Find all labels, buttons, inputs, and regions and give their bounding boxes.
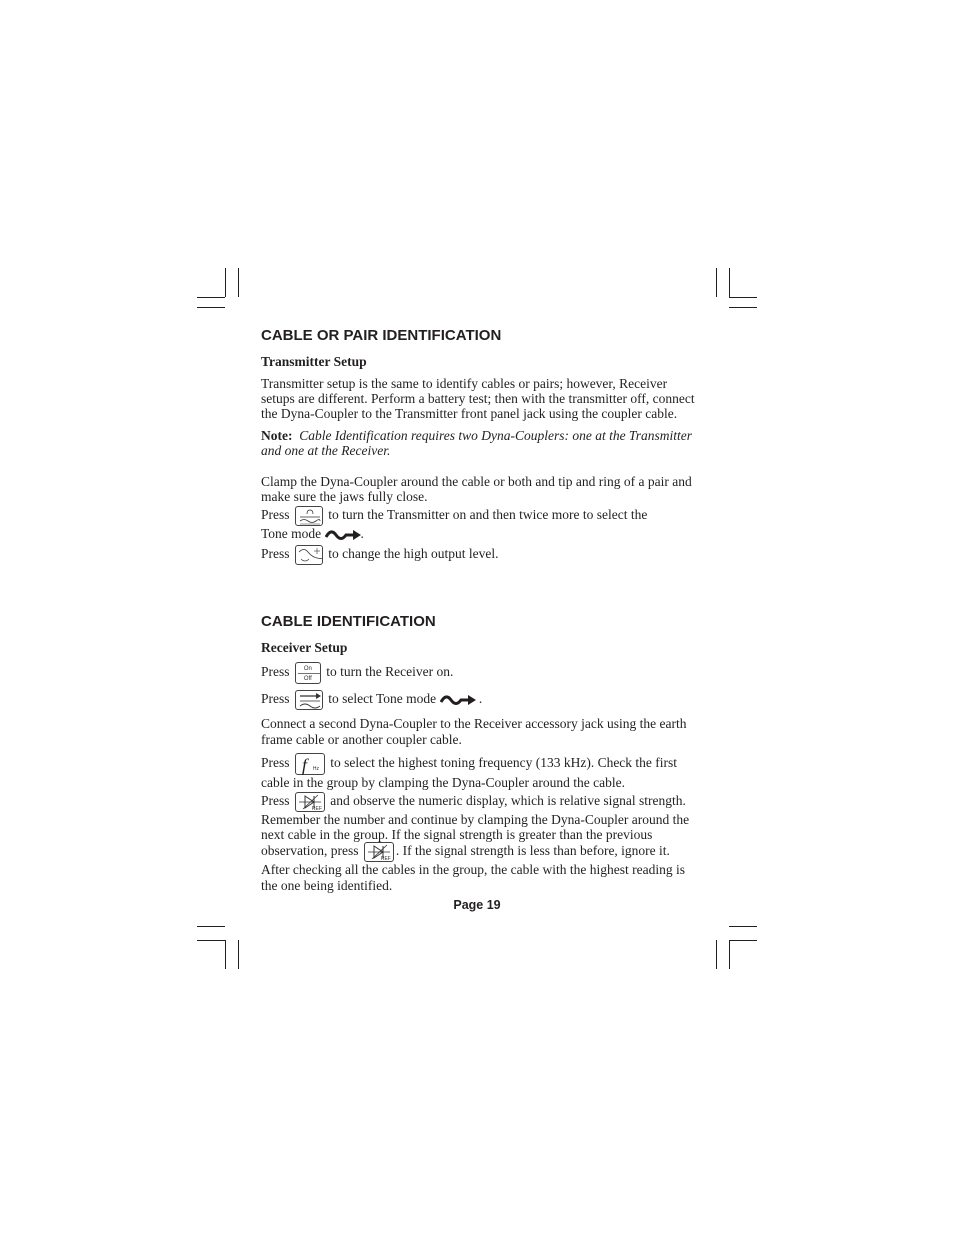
crop-mark (729, 940, 730, 969)
note-text: Cable Identification requires two Dyna-Couplers: one at the Transmitter and one at the Receiver. (261, 427, 692, 458)
crop-mark (238, 940, 239, 969)
page-number: Page 19 (453, 898, 501, 912)
note (261, 428, 701, 458)
crop-mark (729, 926, 757, 927)
instruction-press-tone-mode: Press to select Tone mode . (261, 690, 701, 710)
reference-icon: REF (364, 842, 394, 862)
mode-select-icon (295, 506, 323, 526)
crop-mark (225, 268, 226, 297)
crop-mark (197, 940, 225, 941)
crop-mark (197, 297, 225, 298)
crop-mark (729, 307, 757, 308)
tone-mode-icon (440, 692, 476, 708)
reference-icon: REF (295, 792, 325, 812)
instruction-press-on: Press On Off to turn the Receiver on. (261, 662, 701, 684)
instruction-press-mode: Press to turn the Transmitter on and then twice more to select the Tone mode . (261, 507, 648, 542)
subheading-transmitter-setup: Transmitter Setup (261, 354, 367, 369)
paragraph-clamp: Clamp the Dyna-Coupler around the cable or both and tip and ring of a pair and make sure the jaws fully close. (261, 474, 692, 505)
paragraph-connect-second-coupler: Connect a second Dyna-Coupler to the Receiver accessory jack using the earth frame cable or another coupler cable. (261, 716, 687, 747)
crop-mark (197, 307, 225, 308)
crop-mark (729, 268, 730, 297)
frequency-hz-icon: f Hz (295, 753, 325, 775)
mode-select-icon (295, 690, 323, 710)
crop-mark (197, 926, 225, 927)
crop-mark (729, 940, 757, 941)
crop-mark (225, 940, 226, 969)
instruction-press-frequency: Press f Hz to select the highest toning frequency (133 kHz). Check the first cable in the group by clamping the Dyna-Coupler around the cable. (261, 754, 678, 790)
page-content (261, 327, 701, 893)
crop-mark (729, 297, 757, 298)
note-label: Note: (261, 427, 293, 443)
crop-mark (238, 268, 239, 297)
section-heading-pair-identification: CABLE OR PAIR IDENTIFICATION (261, 327, 502, 344)
paragraph-transmitter-setup: Transmitter setup is the same to identify cables or pairs; however, Receiver setups are different. Perform a battery test; then with the transmitter off, connect the Dyna-Coupler to the Transmitter front panel jack using the coupler cable. (261, 376, 695, 422)
crop-mark (716, 268, 717, 297)
on-off-icon: On Off (295, 662, 321, 684)
tone-mode-icon (325, 527, 361, 543)
subheading-receiver-setup: Receiver Setup (261, 640, 348, 656)
instruction-press-reference: Press REF and observe the numeric display, which is relative signal strength. Remember the number and continue by clamping the Dyna-Coupler around the next cable in the group. If the signal strength is greater than the previous observation, press REF . If the signal strength is less than before, ignore it. After checking all the cables in the group, the cable with the highest reading is the one being identified. (261, 793, 690, 893)
instruction-press-level: Press to change the high output level. (261, 545, 701, 565)
output-level-icon (295, 545, 323, 565)
crop-mark (716, 940, 717, 969)
section-heading-cable-identification: CABLE IDENTIFICATION (261, 613, 436, 631)
